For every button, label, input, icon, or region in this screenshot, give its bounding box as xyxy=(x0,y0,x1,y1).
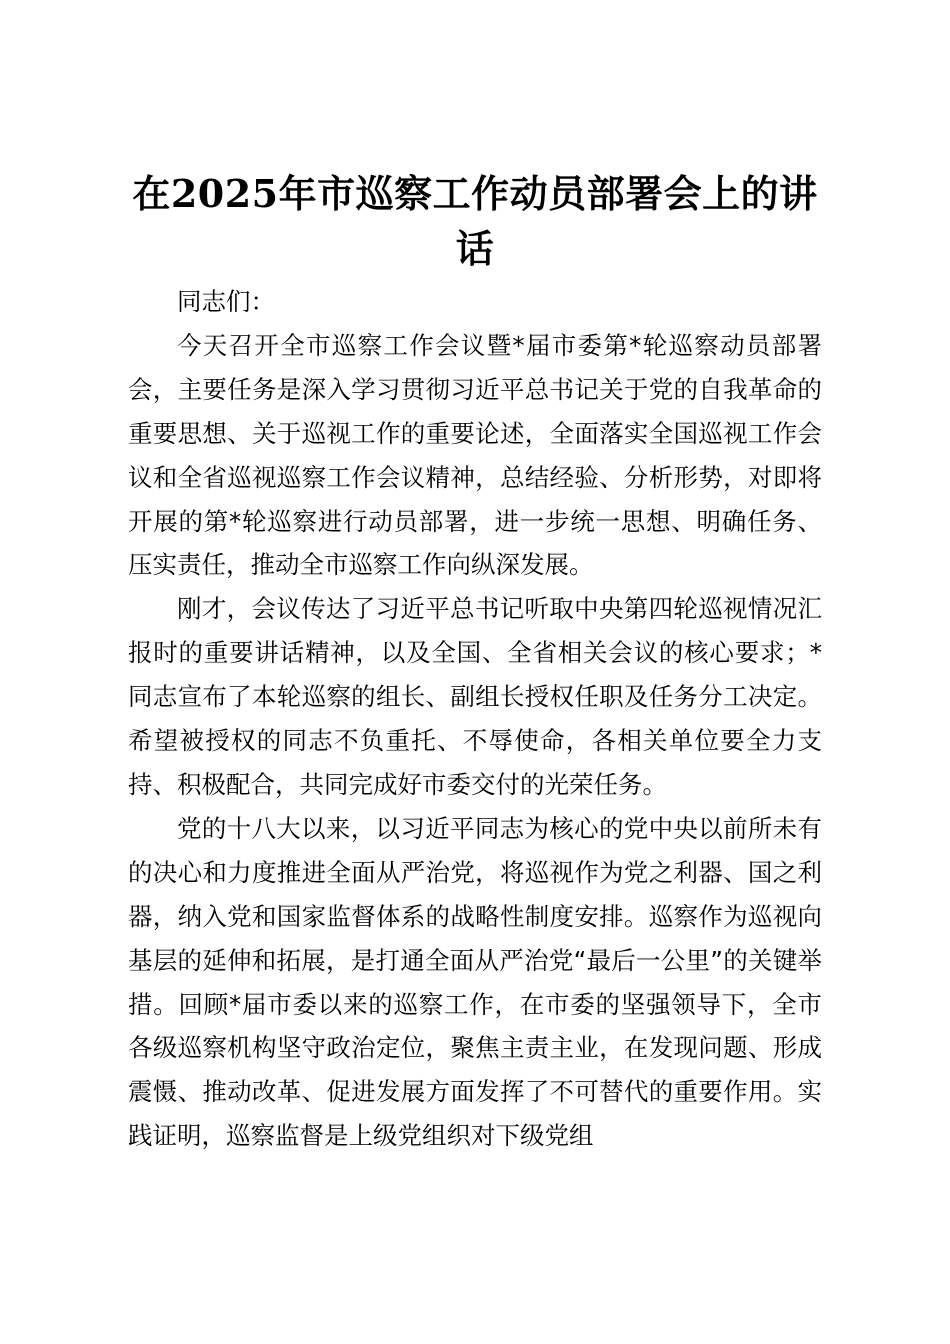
paragraph: 党的十八大以来，以习近平同志为核心的党中央以前所未有的决心和力度推进全面从严治党，将巡视作为党之利器、国之利器，纳入党和国家监督体系的战略性制度安排。巡察作为巡视向基层的延伸和拓展，是打通全面从严治党“最后一公里”的关键举措。回顾*届市委以来的巡察工作，在市委的坚强领导下，全市各级巡察机构坚守政治定位，聚焦主责主业，在发现问题、形成震慑、推动改革、促进发展方面发挥了不可替代的重要作用。实践证明，巡察监督是上级党组织对下级党组 xyxy=(128,813,822,1151)
document-title: 在2025年市巡察工作动员部署会上的讲话 xyxy=(132,171,818,271)
paragraph: 今天召开全市巡察工作会议暨*届市委第*轮巡察动员部署会，主要任务是深入学习贯彻习近平总书记关于党的自我革命的重要思想、关于巡视工作的重要论述，全面落实全国巡视工作会议和全省巡视巡察工作会议精神，总结经验、分析形势，对即将开展的第*轮巡察进行动员部署，进一步统一思想、明确任务、压实责任，推动全市巡察工作向纵深发展。 xyxy=(128,330,822,580)
document-body xyxy=(128,280,822,1158)
paragraph: 刚才，会议传达了习近平总书记听取中央第四轮巡视情况汇报时的重要讲话精神，以及全国、全省相关会议的核心要求；*同志宣布了本轮巡察的组长、副组长授权任职及任务分工决定。希望被授权的同志不负重托、不辱使命，各相关单位要全力支持、积极配合，共同完成好市委交付的光荣任务。 xyxy=(128,594,822,799)
salutation: 同志们： xyxy=(177,287,275,316)
